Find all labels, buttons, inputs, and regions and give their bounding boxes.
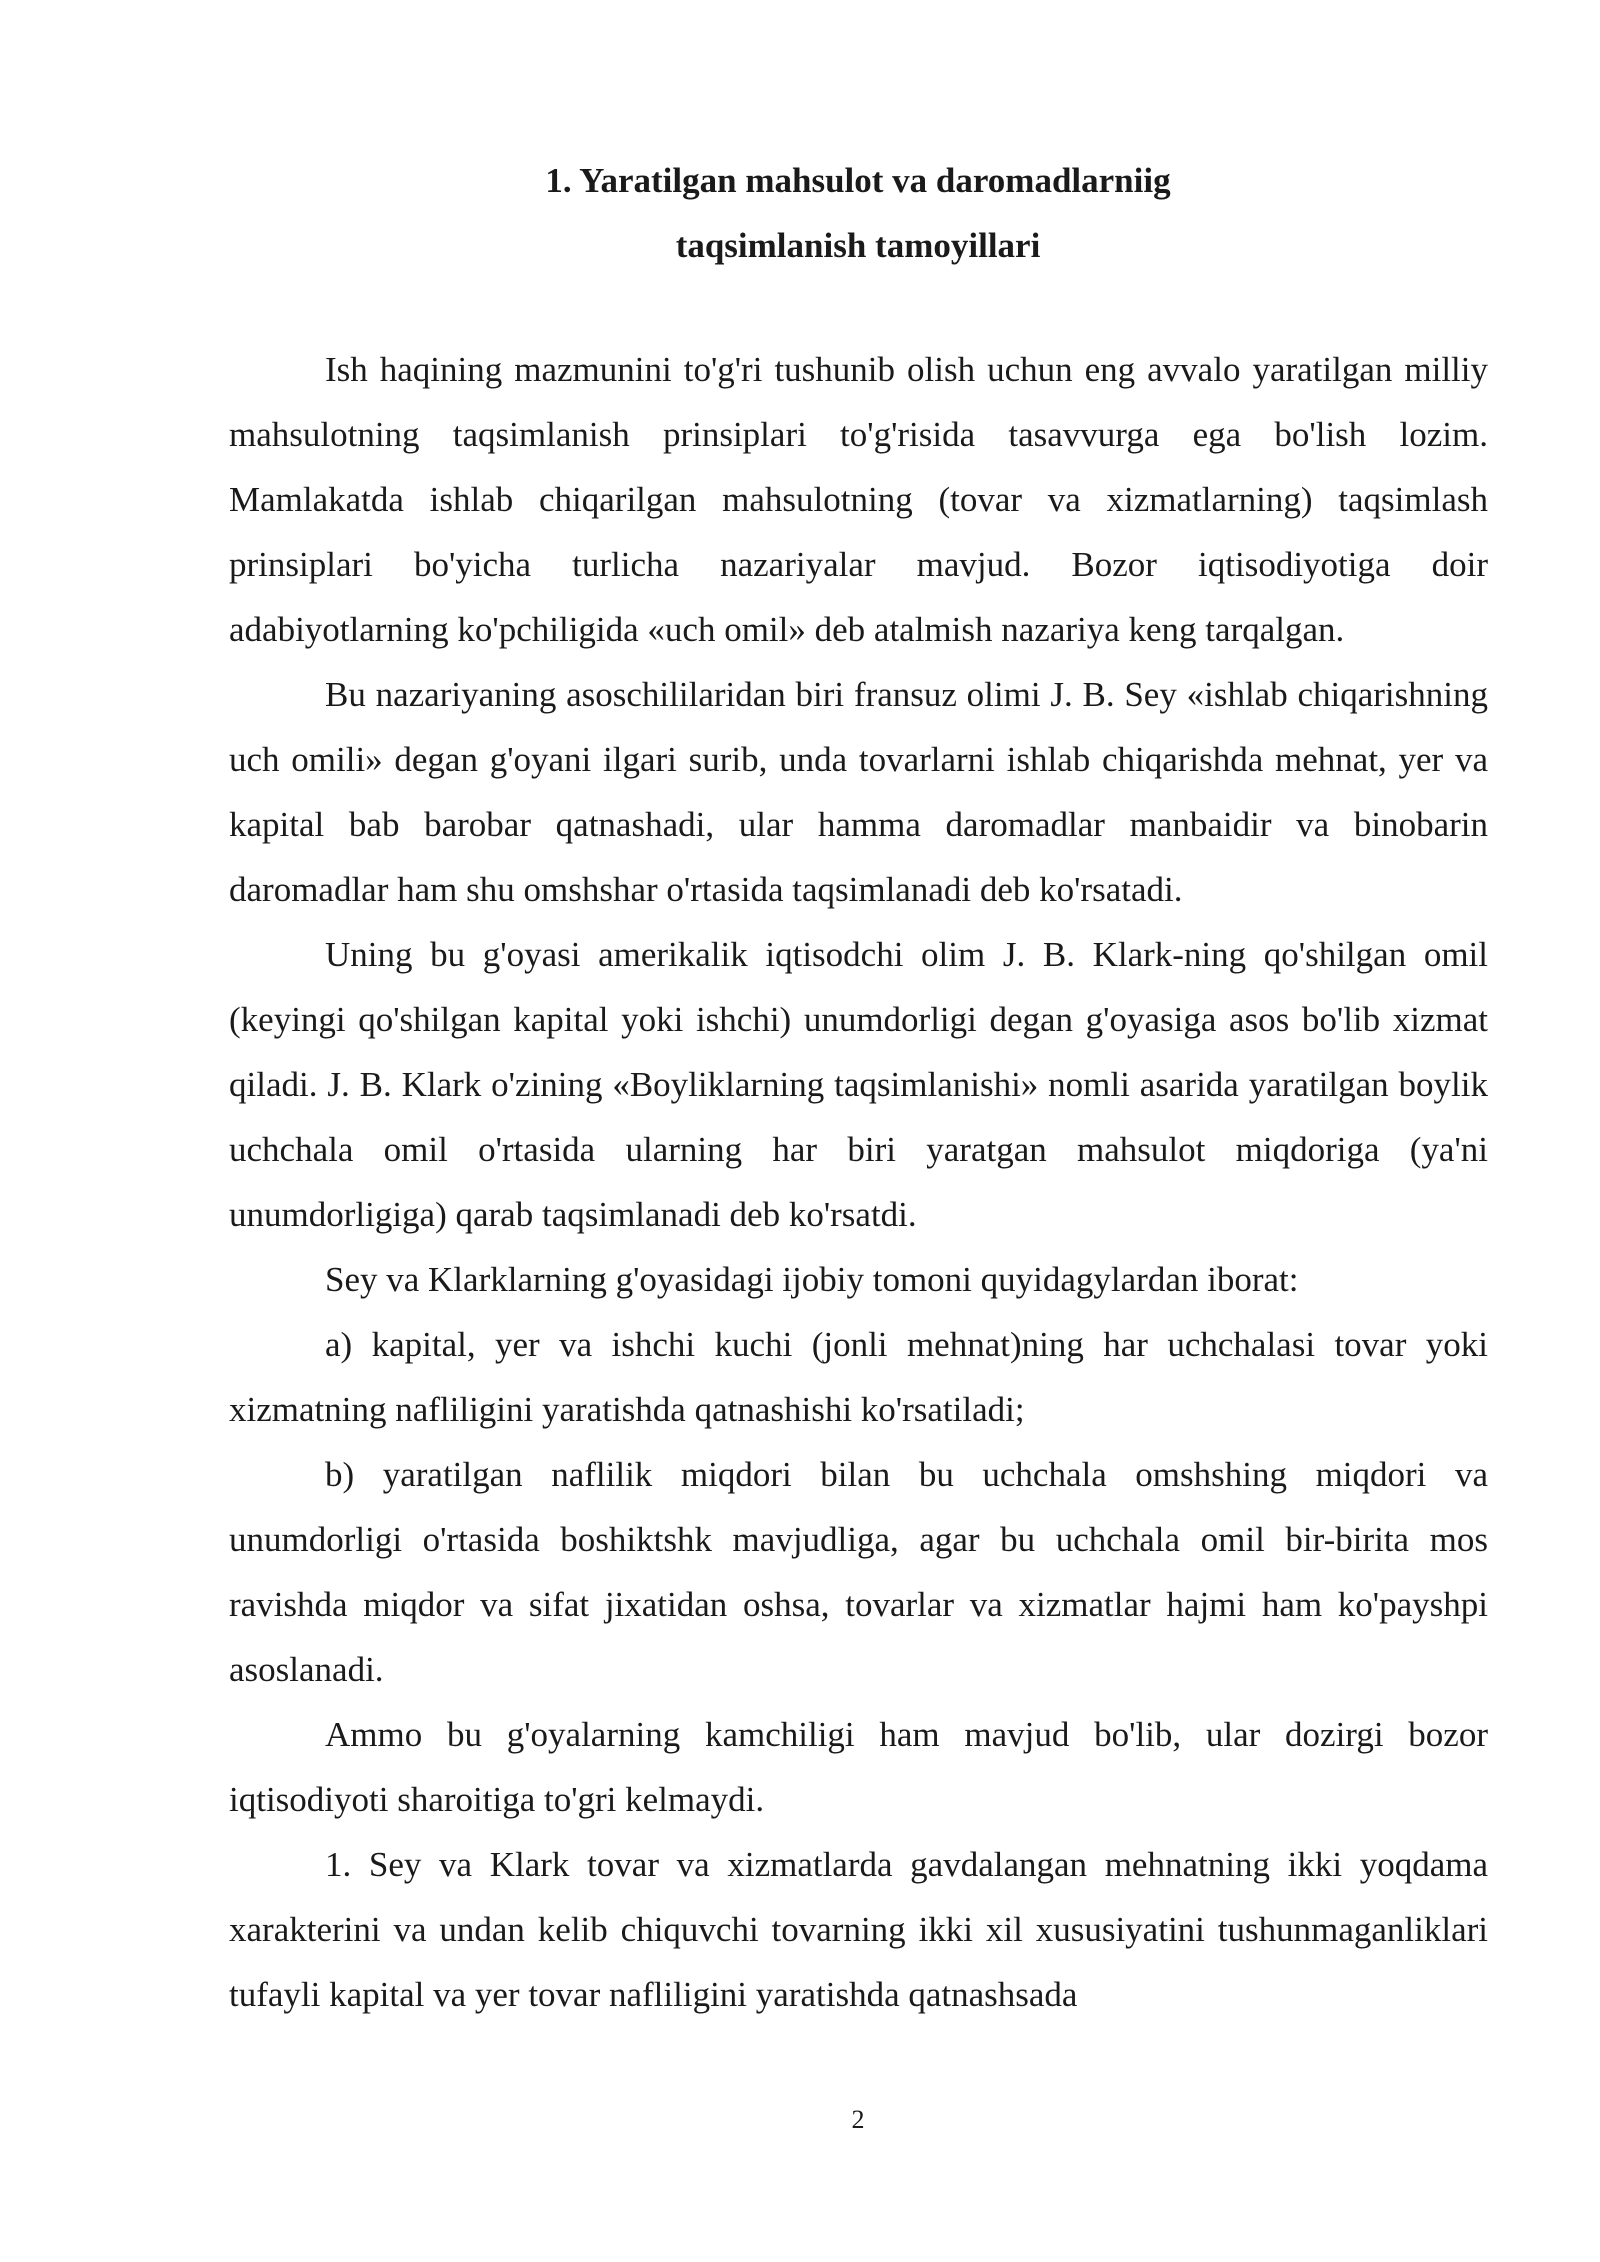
- document-body: [229, 337, 1488, 2027]
- page-number: 2: [851, 2105, 865, 2134]
- section-title: [0, 148, 1600, 278]
- paragraph: Uning bu g'oyasi amerikalik iqtisodchi olim J. B. Klark-ning qo'shilgan omil (keyingi qo'shilgan kapital yoki ishchi) unumdorligi degan g'oyasiga asos bo'lib xizmat qiladi. J. B. Klark o'zining «Boyliklarning taqsimlanishi» nomli asarida yaratilgan boylik uchchala omil o'rtasida ularning har biri yaratgan mahsulot miqdoriga (ya'ni unumdorligiga) qarab taqsimlanadi deb ko'rsatdi.: [229, 935, 1488, 1234]
- paragraph: Ammo bu g'oyalarning kamchiligi ham mavjud bo'lib, ular dozirgi bozor iqtisodiyoti sharoitiga to'gri kelmaydi.: [229, 1715, 1488, 1819]
- paragraph: Ish haqining mazmunini to'g'ri tushunib olish uchun eng avvalo yaratilgan milliy mahsulotning taqsimlanish prinsiplari to'g'risida tasavvurga ega bo'lish lozim. Mamlakatda ishlab chiqarilgan mahsulotning (tovar va xizmatlarning) taqsimlash prinsiplari bo'yicha turlicha nazariyalar mavjud. Bozor iqtisodiyotiga doir adabiyotlarning ko'pchiligida «uch omil» deb atalmish nazariya keng tarqalgan.: [229, 350, 1488, 649]
- list-item-b: b) yaratilgan naflilik miqdori bilan bu uchchala omshshing miqdori va unumdorligi o'rtasida boshiktshk mavjudliga, agar bu uchchala omil bir-birita mos ravishda miqdor va sifat jixatidan oshsa, tovarlar va xizmatlar hajmi ham ko'payshpi asoslanadi.: [229, 1455, 1488, 1689]
- paragraph: Bu nazariyaning asoschililaridan biri fransuz olimi J. B. Sey «ishlab chiqarishning uch omili» degan g'oyani ilgari surib, unda tovarlarni ishlab chiqarishda mehnat, yer va kapital bab barobar qatnashadi, ular hamma daromadlar manbaidir va binobarin daromadlar ham shu omshshar o'rtasida taqsimlanadi deb ko'rsatadi.: [229, 675, 1488, 909]
- section-title-line-1: 1. Yaratilgan mahsulot va daromadlarniig: [545, 161, 1171, 200]
- paragraph: Sey va Klarklarning g'oyasidagi ijobiy tomoni quyidagylardan iborat:: [325, 1260, 1299, 1299]
- list-item-a: a) kapital, yer va ishchi kuchi (jonli mehnat)ning har uchchalasi tovar yoki xizmatning nafliligini yaratishda qatnashishi ko'rsatiladi;: [229, 1325, 1488, 1429]
- numbered-item-1: 1. Sey va Klark tovar va xizmatlarda gavdalangan mehnatning ikki yoqdama xarakterini va undan kelib chiquvchi tovarning ikki xil xususiyatini tushunmaganliklari tufayli kapital va yer tovar nafliligini yaratishda qatnashsada: [229, 1845, 1488, 2014]
- section-title-line-2: taqsimlanish tamoyillari: [675, 226, 1041, 265]
